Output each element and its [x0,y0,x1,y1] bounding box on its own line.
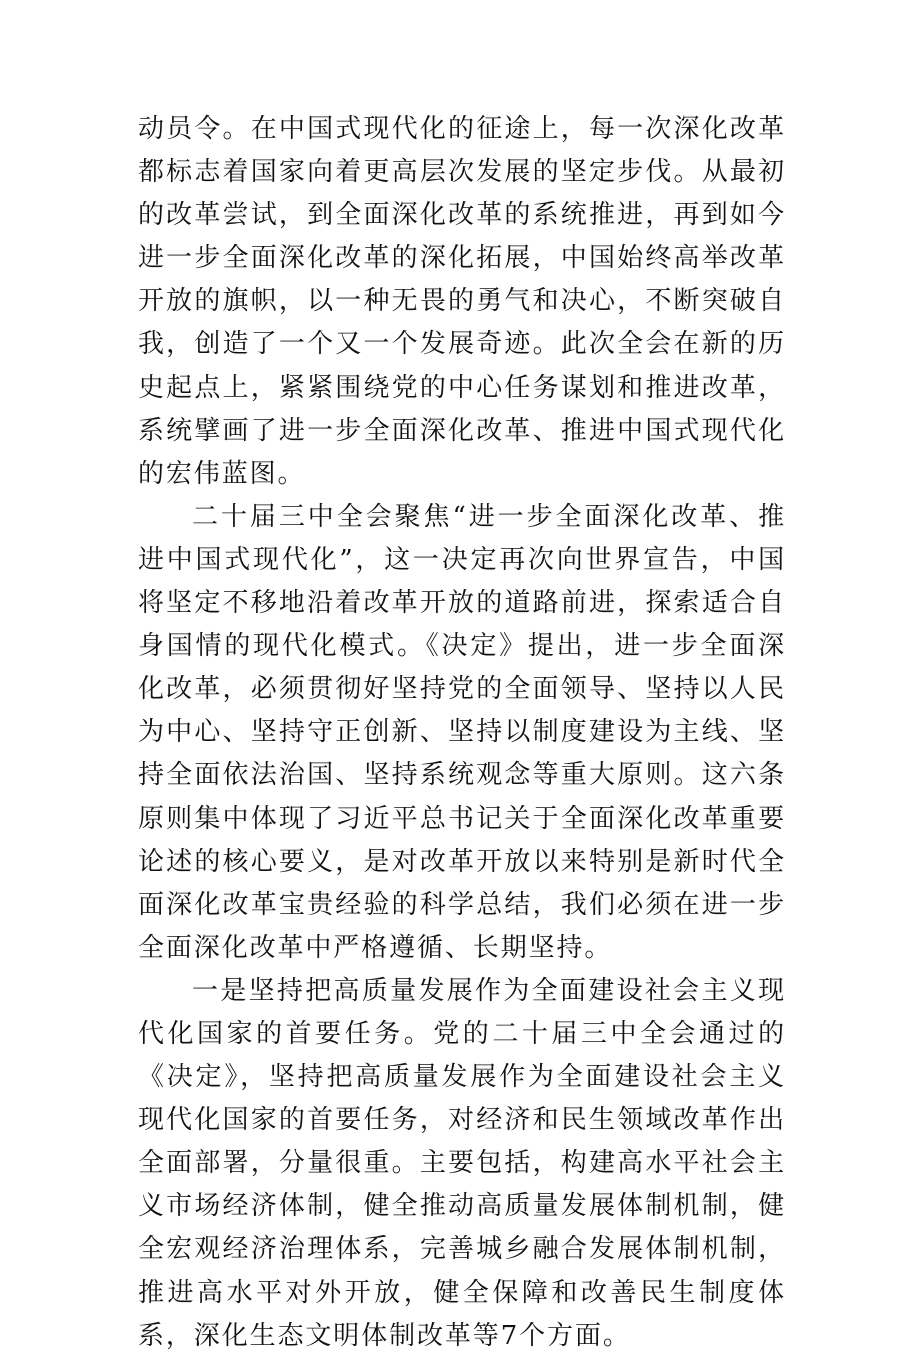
paragraph-3: 一是坚持把高质量发展作为全面建设社会主义现代化国家的首要任务。党的二十届三中全会通过的《决定》，坚持把高质量发展作为全面建设社会主义现代化国家的首要任务，对经济和民生领域改革作出全面部署，分量很重。主要包括，构建高水平社会主义市场经济体制，健全推动高质量发展体制机制，健全宏观经济治理体系，完善城乡融合发展体制机制，推进高水平对外开放，健全保障和改善民生制度体系，深化生态文明体制改革等7个方面。 [138,975,786,1351]
paragraph-2: 二十届三中全会聚焦“进一步全面深化改革、推进中国式现代化”，这一决定再次向世界宣告，中国将坚定不移地沿着改革开放的道路前进，探索适合自身国情的现代化模式。《决定》提出，进一步全面深化改革，必须贯彻好坚持党的全面领导、坚持以人民为中心、坚持守正创新、坚持以制度建设为主线、坚持全面依法治国、坚持系统观念等重大原则。这六条原则集中体现了习近平总书记关于全面深化改革重要论述的核心要义，是对改革开放以来特别是新时代全面深化改革宝贵经验的科学总结，我们必须在进一步全面深化改革中严格遵循、长期坚持。 [138,501,786,963]
paragraph-1: 动员令。在中国式现代化的征途上，每一次深化改革都标志着国家向着更高层次发展的坚定步伐。从最初的改革尝试，到全面深化改革的系统推进，再到如今进一步全面深化改革的深化拓展，中国始终高举改革开放的旗帜，以一种无畏的勇气和决心，不断突破自我，创造了一个又一个发展奇迹。此次全会在新的历史起点上，紧紧围绕党的中心任务谋划和推进改革，系统擘画了进一步全面深化改革、推进中国式现代化的宏伟蓝图。 [138,114,786,489]
document-body [138,108,786,1358]
